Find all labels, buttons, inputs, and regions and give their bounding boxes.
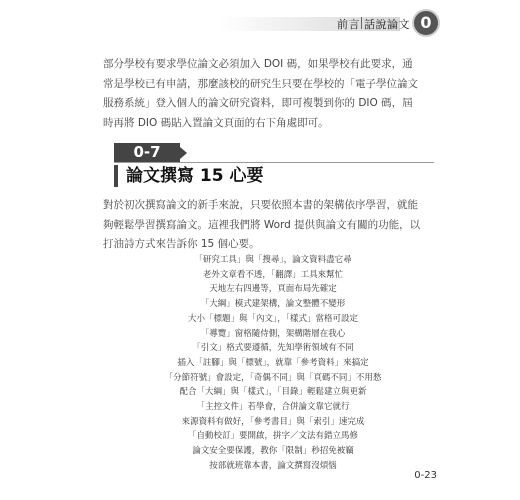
- page-header: [0, 0, 520, 46]
- poem-line: 「主控文件」若學會，合併論文靠它就行: [196, 402, 350, 413]
- poem-line: 老外文章看不透，「翻譯」工具來幫忙: [202, 269, 344, 280]
- poem-line: 「大綱」模式建架構，論文整體不變形: [200, 299, 346, 310]
- section-heading: [114, 143, 434, 187]
- section-title: 論文撰寫 15 心要: [114, 165, 264, 187]
- poem-line: 「自動校訂」要開啟，拼字／文法有錯立馬修: [187, 431, 358, 442]
- poem-line: 配合「大綱」與「樣式」，「目錄」輕鬆建立與更新: [179, 387, 367, 398]
- poem-line: 大小「標題」與「內文」，「樣式」當格可設定: [187, 313, 358, 324]
- poem-line: 「分節符號」會設定，「奇偶不同」與「頁碼不同」不用愁: [164, 372, 382, 383]
- poem-line: 「導覽」窗格隨侍側，架構階層在我心: [200, 328, 346, 339]
- page-number: 0-23: [414, 470, 437, 481]
- poem-line: 「引文」格式要遵循，先知學術領域有不同: [192, 343, 354, 354]
- section-rule: [114, 162, 434, 163]
- running-header-title: 前言 話說論文: [337, 18, 410, 31]
- poem-line: 來源資料有做好，「參考書目」與「索引」速完成: [181, 416, 365, 427]
- chapter-number-badge: 0: [412, 9, 440, 37]
- poem-line: 論文安全要保護，教你「限制」秒招免被竊: [192, 446, 354, 457]
- section-tag-arrow-icon: [180, 147, 187, 159]
- poem-line: 「研究工具」與「搜尋」，論文資料盡它尋: [194, 255, 352, 265]
- intro-paragraph: 部分學校有要求學位論文必須加入 DOI 碼，如果學校有此要求，通常是學校已有申請，那麼該校的研究生只要在學校的「電子學位論文服務系統」登入個人的論文研究資料，即可複製到你的 DIO 碼，屆時再將 DIO 碼貼入置論文頁面的右下角處即可。: [103, 58, 418, 129]
- section-paragraph: 對於初次撰寫論文的新手來說，只要依照本書的架構依序學習，就能夠輕鬆學習撰寫論文。這裡我們將 Word 提供與論文有關的功能，以打油詩方式來告訴你 15 個心要。: [103, 199, 421, 250]
- poem-line: 插入「註腳」與「標號」，就靠「參考資料」來搞定: [177, 357, 369, 368]
- poem-line: 按部就班靠本書，論文撰寫沒煩惱: [209, 460, 337, 471]
- section-number-tag: 0-7: [114, 143, 180, 162]
- poem-line: 天地左右四邊等，頁面布局先確定: [209, 284, 337, 295]
- poem-list: [128, 253, 418, 474]
